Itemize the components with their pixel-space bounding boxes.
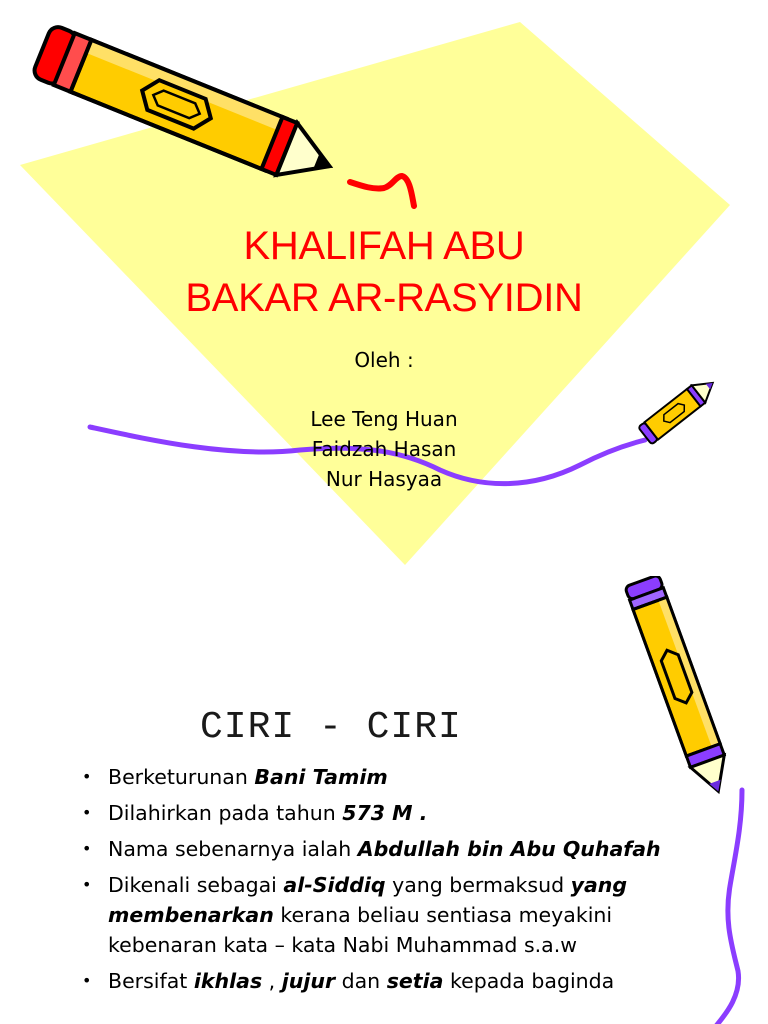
bullet-text: dan [335,969,387,993]
oleh-label: Oleh : [354,348,414,372]
bullet-text: Dilahirkan pada tahun [108,801,343,825]
bullet-text: , [262,969,282,993]
title-line-1: KHALIFAH ABU [243,224,525,268]
bullet-text: kepada baginda [443,969,615,993]
bullet-list [82,762,682,1002]
author-name: Faidzah Hasan [311,437,457,461]
author-name: Lee Teng Huan [310,407,458,431]
bullet-emphasis: ikhlas [193,969,263,993]
bullet-emphasis: 573 M . [342,801,428,825]
bullet-emphasis: al-Siddiq [283,873,386,897]
bullet-text: Nama sebenarnya ialah [108,837,358,861]
bullet-item [82,966,682,996]
bullet-text: Berketurunan [108,765,255,789]
section-title: CIRI - CIRI [200,706,462,749]
bullet-text: kerana beliau sentiasa meyakini kebenaran kata – kata Nabi Muhammad s.a.w [108,903,613,957]
bullet-item [82,762,682,792]
bullet-item [82,834,682,864]
title-line-2: BAKAR AR-RASYIDIN [185,276,583,320]
bullet-text: yang bermaksud [385,873,571,897]
content-slide [0,576,768,1024]
bullet-item [82,870,682,960]
bullet-emphasis: jujur [281,969,336,993]
bullet-item [82,798,682,828]
bullet-emphasis: Abdullah bin Abu Quhafah [357,837,661,861]
bullet-text: Bersifat [108,969,194,993]
author-name: Nur Hasyaa [325,467,443,491]
author-list [0,404,768,494]
purple-squiggle-line [716,790,742,1024]
bullet-emphasis: Bani Tamim [254,765,388,789]
bullet-emphasis: setia [386,969,444,993]
bullet-emphasis: yang membenarkan [108,873,628,927]
slide-title [0,220,768,324]
bullet-text: Dikenali sebagai [108,873,284,897]
